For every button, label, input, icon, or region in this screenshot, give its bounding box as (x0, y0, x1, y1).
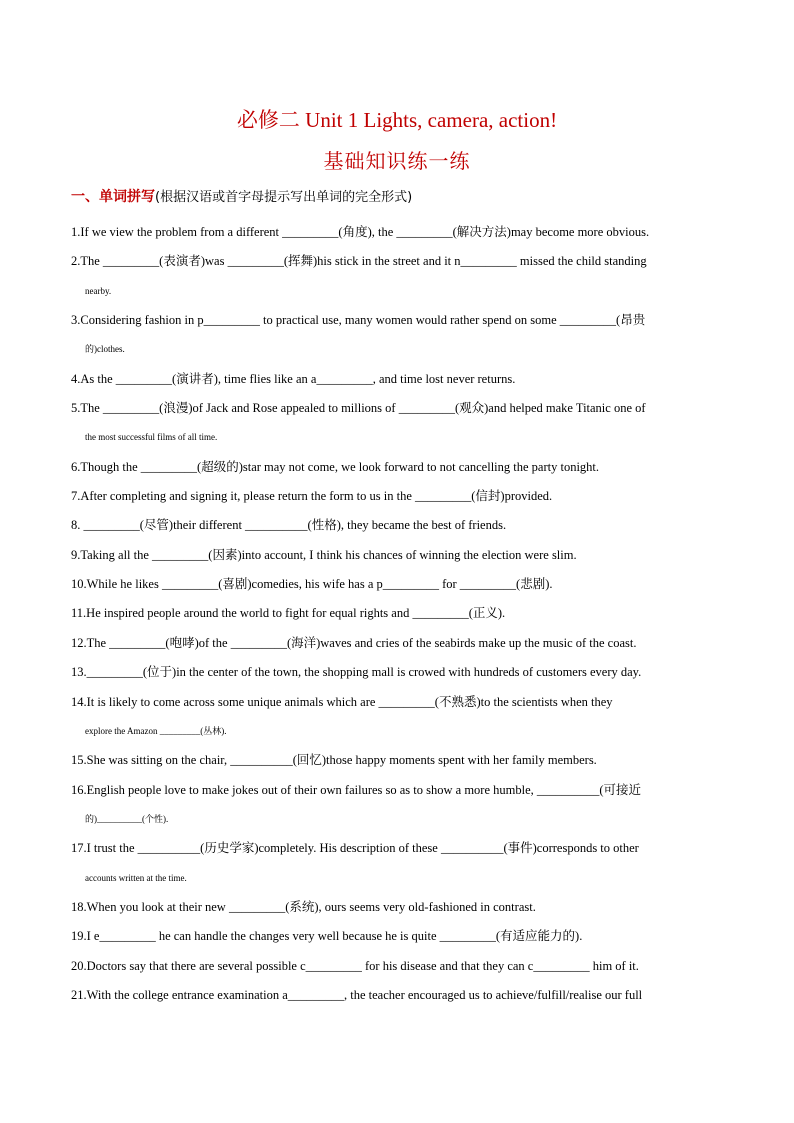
question-line: 18.When you look at their new _________(系统), ours seems very old-fashioned in contrast. (71, 899, 536, 914)
question-line: 16.English people love to make jokes out of their own failures so as to show a more humble, __________(可接近 (71, 782, 642, 797)
question-line: 19.I e_________ he can handle the changes very well because he is quite _________(有适应能力的). (71, 929, 583, 944)
question-line: 7.After completing and signing it, please return the form to us in the _________(信封)provided. (71, 489, 553, 504)
question-line: 5.The _________(浪漫)of Jack and Rose appealed to millions of _________(观众)and helped make Titanic one of (71, 401, 646, 416)
question-line: 1.If we view the problem from a different _________(角度), the _________(解决方法)may become more obvious. (71, 225, 650, 239)
question-line: 8. _________(尽管)their different __________(性格), they became the best of friends. (71, 518, 507, 533)
question-line: 13._________(位于)in the center of the town, the shopping mall is crowed with hundreds of customers every day. (71, 665, 642, 680)
question-line: 3.Considering fashion in p_________ to practical use, many women would rather spend on some _________(昂贵 (71, 313, 646, 328)
question-line: 10.While he likes _________(喜剧)comedies, his wife has a p_________ for _________(悲剧). (71, 577, 553, 592)
section-heading (71, 186, 412, 206)
page-title: 必修二 Unit 1 Lights, camera, action! (236, 108, 558, 132)
question-line-continued: 的)clothes. (85, 344, 125, 355)
question-line: 20.Doctors say that there are several possible c_________ for his disease and that they can c_________ him of it. (71, 958, 639, 973)
question-line: 15.She was sitting on the chair, __________(回忆)those happy moments spent with her family members. (71, 753, 597, 768)
question-line: 9.Taking all the _________(因素)into account, I think his chances of winning the election were slim. (71, 547, 577, 562)
question-list (71, 218, 721, 1010)
question-line-continued: 的)__________(个性). (85, 813, 169, 824)
question-line: 2.The _________(表演者)was _________(挥舞)his stick in the street and it n_________ missed the child standing (71, 254, 647, 269)
question-line-continued: nearby. (85, 285, 112, 296)
question-line: 4.As the _________(演讲者), time flies like an a_________, and time lost never returns. (71, 371, 516, 386)
question-line-continued: the most successful films of all time. (85, 432, 218, 443)
question-line: 21.With the college entrance examination a_________, the teacher encouraged us to achieve/fulfill/realise our full (71, 987, 643, 1002)
section-instruction: (根据汉语或首字母提示写出单词的完全形式) (155, 190, 413, 205)
question-line: 17.I trust the __________(历史学家)completely. His description of these __________(事件)corresponds to other (71, 841, 639, 856)
question-line: 11.He inspired people around the world to fight for equal rights and _________(正义). (71, 606, 506, 621)
question-line-continued: accounts written at the time. (85, 872, 187, 883)
question-line: 6.Though the _________(超级的)star may not come, we look forward to not cancelling the party tonight. (71, 459, 600, 474)
question-line-continued: explore the Amazon _________(丛林). (85, 725, 227, 736)
page-subtitle: 基础知识练一练 (323, 151, 471, 173)
question-line: 12.The _________(咆哮)of the _________(海洋)waves and cries of the seabirds make up the music of the coast. (71, 635, 637, 650)
section-title: 一、单词拼写 (71, 189, 155, 205)
question-line: 14.It is likely to come across some unique animals which are _________(不熟悉)to the scientists when they (71, 694, 613, 709)
